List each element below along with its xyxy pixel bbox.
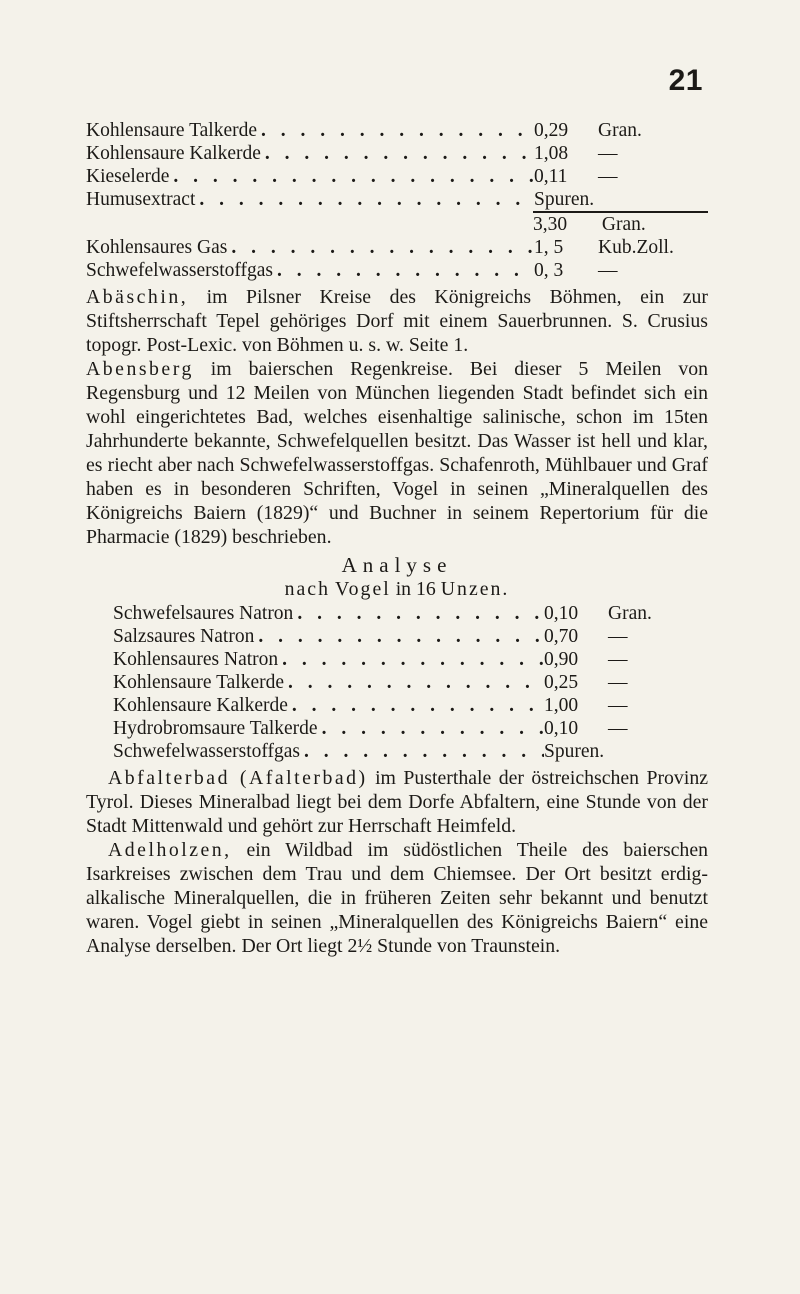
table-row xyxy=(113,625,688,648)
leader-dots xyxy=(195,188,534,211)
substance-name: Hydrobromsaure Talkerde xyxy=(113,718,318,739)
substance-unit: — xyxy=(608,718,628,739)
substance-name: Kohlensaure Talkerde xyxy=(113,672,284,693)
leader-dots xyxy=(261,142,534,165)
substance-name: Kohlensaure Kalkerde xyxy=(113,695,288,716)
subheading-prefix: nach xyxy=(284,578,330,600)
substance-value: 1,08 xyxy=(534,143,569,164)
entry-headword: Abäschin, xyxy=(86,286,189,308)
analysis-subheading xyxy=(86,578,708,601)
substance-value: 0,11 xyxy=(534,166,568,187)
substance-name: Kohlensaures Natron xyxy=(113,649,279,670)
table-row xyxy=(86,188,708,211)
total-row xyxy=(86,211,708,236)
substance-unit: Gran. xyxy=(608,603,652,624)
total-unit: Gran. xyxy=(601,214,646,235)
leader-dots xyxy=(300,740,544,763)
composition-table xyxy=(86,119,708,282)
entry-text: ein Wildbad im südöstlichen Theile des baierschen Isarkreises zwischen dem Trau und dem Chiemsee. Der Ort besitzt erdig-alkalische Mineralquellen, die in früheren Zeiten sehr bekannt und benutzt waren. Vogel giebt in seinen „Mineralquellen des Königreichs Baiern“ eine Analyse derselben. Der Ort liegt 2½ Stunde von Traunstein. xyxy=(86,839,708,957)
leader-dots xyxy=(227,236,534,259)
entry-text: im baierschen Regenkreise. Bei dieser 5 Meilen von Regensburg und 12 Meilen von München liegenden Stadt befindet sich ein wohl eingerichtetes Bad, welches eisenhaltige salinische, schon im 15ten Jahrhunderte bekannte, Schwefelquellen besitzt. Das Wasser ist hell und klar, es riecht aber nach Schwefelwasserstoffgas. Schafenroth, Mühlbauer und Graf haben es in besonderen Schriften, Vogel in seinen „Mineralquellen des Königreichs Baiern (1829)“ und Buchner in seinem Repertorium für die Pharmacie (1829) beschrieben. xyxy=(86,358,708,548)
page-number: 21 xyxy=(668,64,703,97)
table-row xyxy=(113,717,688,740)
total-rule xyxy=(533,211,708,236)
substance-value: 0,70 xyxy=(544,626,579,647)
leader-dots xyxy=(293,602,544,625)
substance-unit: — xyxy=(608,672,628,693)
substance-value: Spuren. xyxy=(544,741,605,762)
table-row xyxy=(113,648,688,671)
entry-headword: Abfalterbad (Afalterbad) xyxy=(108,767,368,789)
entry-abfalterbad xyxy=(86,766,708,838)
analysis-table xyxy=(113,602,688,763)
substance-name: Kohlensaure Kalkerde xyxy=(86,143,261,164)
gas-value: 0, 3 xyxy=(534,260,564,281)
gas-name: Kohlensaures Gas xyxy=(86,237,228,258)
total-value: 3,30 xyxy=(533,214,568,235)
table-row xyxy=(86,119,708,142)
substance-unit: — xyxy=(608,626,628,647)
table-row xyxy=(86,236,708,259)
substance-value: 1,00 xyxy=(544,695,579,716)
table-row xyxy=(113,694,688,717)
substance-value: 0,25 xyxy=(544,672,579,693)
entry-adelholzen xyxy=(86,838,708,958)
gas-value: 1, 5 xyxy=(534,237,564,258)
substance-value: 0,90 xyxy=(544,649,579,670)
table-row xyxy=(113,740,688,763)
substance-unit: — xyxy=(598,166,618,187)
entry-text: im Pusterthale der östreichschen Provinz Tyrol. Dieses Mineralbad liegt bei dem Dorfe Abfaltern, eine Stunde von der Stadt Mittenwald und gehört zur Herrschaft Heimfeld. xyxy=(86,767,708,837)
gas-unit: Kub.Zoll. xyxy=(598,237,674,258)
substance-name: Kohlensaure Talkerde xyxy=(86,120,257,141)
subheading-unit: Unzen. xyxy=(440,578,510,600)
gas-name: Schwefelwasserstoffgas xyxy=(86,260,274,281)
page-content xyxy=(86,119,708,958)
substance-value: 0,10 xyxy=(544,603,579,624)
leader-dots xyxy=(284,671,544,694)
leader-dots xyxy=(254,625,544,648)
subheading-amount: 16 xyxy=(416,578,436,600)
substance-name: Kieselerde xyxy=(86,166,170,187)
leader-dots xyxy=(318,717,544,740)
subheading-author: Vogel xyxy=(334,578,391,600)
entry-abensberg xyxy=(86,357,708,549)
table-row xyxy=(86,142,708,165)
substance-name: Schwefelsaures Natron xyxy=(113,603,294,624)
substance-name: Salzsaures Natron xyxy=(113,626,255,647)
entry-headword: Adelholzen, xyxy=(108,839,232,861)
leader-dots xyxy=(288,694,544,717)
leader-dots xyxy=(169,165,534,188)
substance-name: Schwefelwasserstoffgas xyxy=(113,741,301,762)
substance-unit: — xyxy=(608,649,628,670)
table-row xyxy=(86,165,708,188)
subheading-mid: in xyxy=(395,578,412,600)
gas-unit: — xyxy=(598,260,618,281)
leader-dots xyxy=(273,259,534,282)
table-row xyxy=(86,259,708,282)
table-row xyxy=(113,602,688,625)
table-row xyxy=(113,671,688,694)
substance-unit: — xyxy=(598,143,618,164)
substance-name: Humusextract xyxy=(86,189,196,210)
substance-value: 0,29 xyxy=(534,120,569,141)
leader-dots xyxy=(278,648,544,671)
entry-headword: Abensberg xyxy=(86,358,194,380)
substance-value: Spuren. xyxy=(534,189,595,210)
substance-value: 0,10 xyxy=(544,718,579,739)
analysis-heading: Analyse xyxy=(341,553,453,577)
substance-unit: Gran. xyxy=(598,120,642,141)
entry-abaschin xyxy=(86,285,708,357)
entry-text: im Pilsner Kreise des Königreichs Böhmen, ein zur Stiftsherrschaft Tepel gehöriges Dorf mit einem Sauerbrunnen. S. Crusius topogr. Post-Lexic. von Böhmen u. s. w. Seite 1. xyxy=(86,286,708,356)
substance-unit: — xyxy=(608,695,628,716)
leader-dots xyxy=(257,119,534,142)
